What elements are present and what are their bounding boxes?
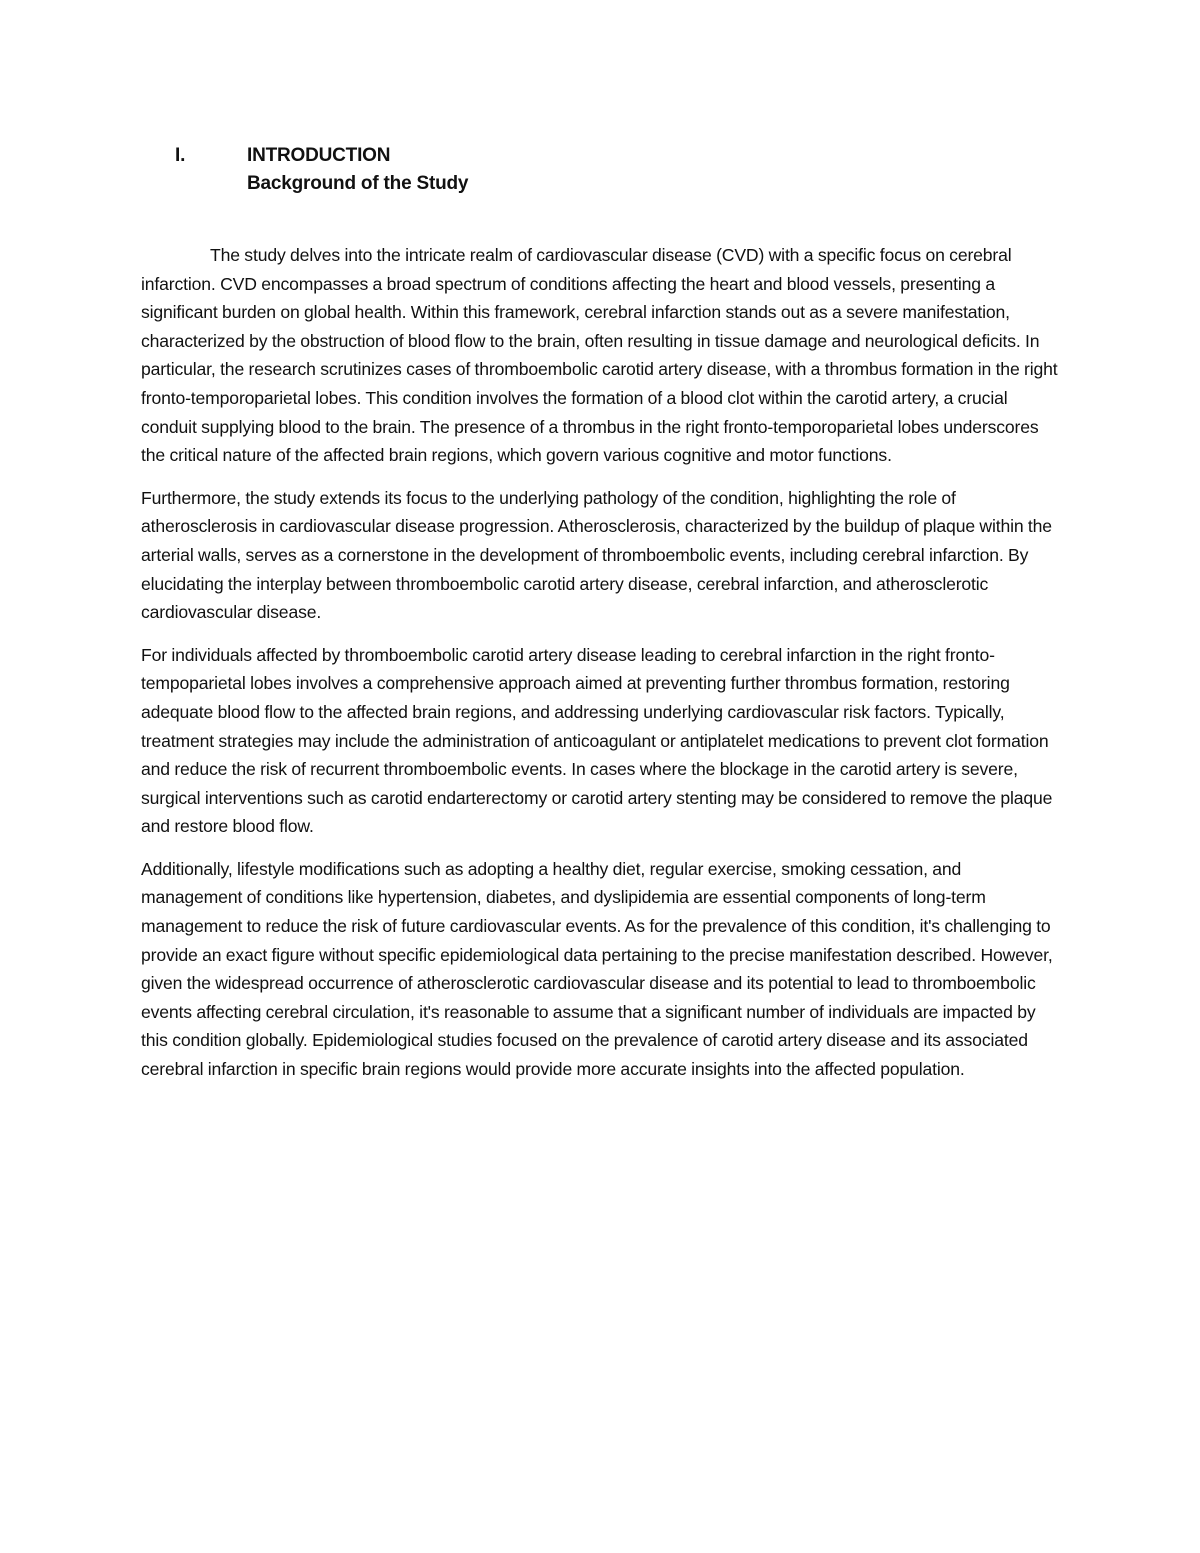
section-number: I. — [175, 145, 186, 166]
section-heading — [175, 142, 468, 198]
section-subtitle: Background of the Study — [247, 173, 469, 194]
section-title: INTRODUCTION — [247, 145, 391, 166]
section-title-row — [175, 142, 468, 170]
paragraph-2: Furthermore, the study extends its focus to the underlying pathology of the condition, highlighting the role of atherosclerosis in cardiovascular disease progression. Atherosclerosis, characterized by the buildup of plaque within the arterial walls, serves as a cornerstone in the development of thromboembolic events, including cerebral infarction. By elucidating the interplay between thromboembolic carotid artery disease, cerebral infarction, and atherosclerotic cardiovascular disease. — [141, 487, 1052, 623]
document-body — [141, 241, 1061, 1098]
paragraph-3: For individuals affected by thromboembolic carotid artery disease leading to cerebral infarction in the right fronto-tempoparietal lobes involves a comprehensive approach aimed at preventing further thrombus formation, restoring adequate blood flow to the affected brain regions, and addressing underlying cardiovascular risk factors. Typically, treatment strategies may include the administration of anticoagulant or antiplatelet medications to prevent clot formation and reduce the risk of recurrent thromboembolic events. In cases where the blockage in the carotid artery is severe, surgical interventions such as carotid endarterectomy or carotid artery stenting may be considered to remove the plaque and restore blood flow. — [141, 644, 1053, 837]
paragraph-4: Additionally, lifestyle modifications such as adopting a healthy diet, regular exercise, smoking cessation, and management of conditions like hypertension, diabetes, and dyslipidemia are essential components of long-term management to reduce the risk of future cardiovascular events. As for the prevalence of this condition, it's challenging to provide an exact figure without specific epidemiological data pertaining to the precise manifestation described. However, given the widespread occurrence of atherosclerotic cardiovascular disease and its potential to lead to thromboembolic events affecting cerebral circulation, it's reasonable to assume that a significant number of individuals are impacted by this condition globally. Epidemiological studies focused on the prevalence of carotid artery disease and its associated cerebral infarction in specific brain regions would provide more accurate insights into the affected population. — [141, 858, 1053, 1080]
paragraph-1: The study delves into the intricate realm of cardiovascular disease (CVD) with a specific focus on cerebral infarction. CVD encompasses a broad spectrum of conditions affecting the heart and blood vessels, presenting a significant burden on global health. Within this framework, cerebral infarction stands out as a severe manifestation, characterized by the obstruction of blood flow to the brain, often resulting in tissue damage and neurological deficits. In particular, the research scrutinizes cases of thromboembolic carotid artery disease, with a thrombus formation in the right fronto-temporoparietal lobes. This condition involves the formation of a blood clot within the carotid artery, a crucial conduit supplying blood to the brain. The presence of a thrombus in the right fronto-temporoparietal lobes underscores the critical nature of the affected brain regions, which govern various cognitive and motor functions. — [141, 245, 1058, 466]
